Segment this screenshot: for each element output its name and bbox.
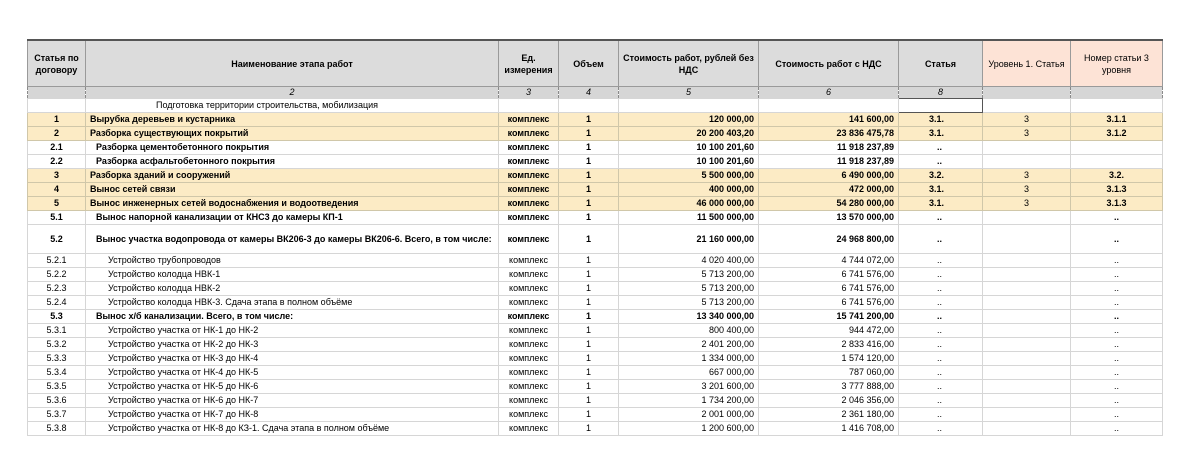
section-title[interactable]: Подготовка территории строительства, мобилизация [86, 99, 499, 113]
cell-volume[interactable]: 1 [559, 225, 619, 254]
cell-level1[interactable] [983, 324, 1071, 338]
header-cost-no-vat[interactable]: Стоимость работ, рублей без НДС [619, 40, 759, 87]
cell-level1[interactable] [983, 352, 1071, 366]
header-unit[interactable]: Ед. измерения [499, 40, 559, 87]
num-cell[interactable]: 4 [559, 87, 619, 99]
cell-volume[interactable]: 1 [559, 197, 619, 211]
table-row [28, 352, 1163, 366]
cell-level3-number[interactable]: 3.1.2 [1071, 127, 1163, 141]
cell-cost-no-vat[interactable]: 2 001 000,00 [619, 408, 759, 422]
cell-level1[interactable] [983, 366, 1071, 380]
cell-level3-number[interactable]: 3.1.1 [1071, 113, 1163, 127]
cell-stage-name[interactable]: Устройство участка от НК-2 до НК-3 [86, 338, 499, 352]
cell-level3-number[interactable]: .. [1071, 352, 1163, 366]
cell-budget-article[interactable]: .. [899, 225, 983, 254]
cell-level3-number[interactable]: .. [1071, 211, 1163, 225]
cell-level1[interactable]: 3 [983, 127, 1071, 141]
cell-volume[interactable]: 1 [559, 141, 619, 155]
cell-budget-article[interactable]: 3.1. [899, 197, 983, 211]
cell-budget-article[interactable]: .. [899, 338, 983, 352]
cell-stage-name[interactable]: Устройство участка от НК-6 до НК-7 [86, 394, 499, 408]
cell-level1[interactable] [983, 310, 1071, 324]
section-cell[interactable] [559, 99, 619, 113]
table-row [28, 113, 1163, 127]
cell-cost-no-vat[interactable]: 10 100 201,60 [619, 141, 759, 155]
cell-cost-vat[interactable]: 13 570 000,00 [759, 211, 899, 225]
cell-cost-no-vat[interactable]: 46 000 000,00 [619, 197, 759, 211]
cell-stage-name[interactable]: Разборка зданий и сооружений [86, 169, 499, 183]
cell-article-number[interactable]: 5.3.8 [28, 422, 86, 436]
table-row [28, 394, 1163, 408]
cell-article-number[interactable]: 5.3.5 [28, 380, 86, 394]
cell-stage-name[interactable]: Устройство участка от НК-8 до КЗ-1. Сдача этапа в полном объёме [86, 422, 499, 436]
cell-stage-name[interactable]: Устройство колодца НВК-3. Сдача этапа в полном объёме [86, 296, 499, 310]
cell-level1[interactable]: 3 [983, 169, 1071, 183]
section-num-cell[interactable] [28, 99, 86, 113]
cell-cost-no-vat[interactable]: 13 340 000,00 [619, 310, 759, 324]
cell-unit[interactable]: комплекс [499, 324, 559, 338]
cell-unit[interactable]: комплекс [499, 282, 559, 296]
cell-unit[interactable]: комплекс [499, 225, 559, 254]
cell-stage-name[interactable]: Устройство колодца НВК-1 [86, 268, 499, 282]
cell-cost-no-vat[interactable]: 5 713 200,00 [619, 282, 759, 296]
cell-cost-no-vat[interactable]: 10 100 201,60 [619, 155, 759, 169]
cell-level3-number[interactable]: .. [1071, 408, 1163, 422]
cell-article-number[interactable]: 5.3.7 [28, 408, 86, 422]
cell-level1[interactable] [983, 254, 1071, 268]
cell-cost-no-vat[interactable]: 20 200 403,20 [619, 127, 759, 141]
cell-level3-number[interactable]: .. [1071, 254, 1163, 268]
section-cell[interactable] [619, 99, 759, 113]
cell-article-number[interactable]: 5.3 [28, 310, 86, 324]
cell-level3-number[interactable] [1071, 141, 1163, 155]
column-numbering-row [28, 87, 1163, 99]
cell-volume[interactable]: 1 [559, 127, 619, 141]
num-cell[interactable]: 3 [499, 87, 559, 99]
cell-cost-vat[interactable]: 6 741 576,00 [759, 296, 899, 310]
cell-level1[interactable] [983, 155, 1071, 169]
num-cell[interactable]: 8 [899, 87, 983, 99]
cell-level3-number[interactable]: 3.2. [1071, 169, 1163, 183]
cell-budget-article[interactable]: .. [899, 380, 983, 394]
cell-article-number[interactable]: 2.1 [28, 141, 86, 155]
cell-article-number[interactable]: 2 [28, 127, 86, 141]
cell-cost-no-vat[interactable]: 11 500 000,00 [619, 211, 759, 225]
section-row [28, 99, 1163, 113]
cell-budget-article[interactable]: .. [899, 282, 983, 296]
cell-unit[interactable]: комплекс [499, 380, 559, 394]
num-cell[interactable] [983, 87, 1071, 99]
cell-level3-number[interactable]: .. [1071, 422, 1163, 436]
num-cell[interactable]: 6 [759, 87, 899, 99]
cell-volume[interactable]: 1 [559, 113, 619, 127]
cell-level3-number[interactable]: .. [1071, 282, 1163, 296]
cell-cost-vat[interactable]: 1 416 708,00 [759, 422, 899, 436]
cell-cost-vat[interactable]: 11 918 237,89 [759, 155, 899, 169]
cell-unit[interactable]: комплекс [499, 422, 559, 436]
cell-cost-no-vat[interactable]: 800 400,00 [619, 324, 759, 338]
cell-cost-vat[interactable]: 1 574 120,00 [759, 352, 899, 366]
cell-article-number[interactable]: 5.3.6 [28, 394, 86, 408]
cell-level3-number[interactable]: .. [1071, 366, 1163, 380]
cell-cost-no-vat[interactable]: 120 000,00 [619, 113, 759, 127]
table-row [28, 254, 1163, 268]
cell-cost-no-vat[interactable]: 5 713 200,00 [619, 296, 759, 310]
table-row [28, 141, 1163, 155]
cell-article-number[interactable]: 1 [28, 113, 86, 127]
cell-cost-vat[interactable]: 787 060,00 [759, 366, 899, 380]
cell-budget-article[interactable]: 3.2. [899, 169, 983, 183]
cell-stage-name[interactable]: Разборка цементобетонного покрытия [86, 141, 499, 155]
cell-article-number[interactable]: 5.3.3 [28, 352, 86, 366]
cell-budget-article[interactable]: .. [899, 310, 983, 324]
table-row [28, 127, 1163, 141]
cell-level1[interactable] [983, 408, 1071, 422]
cell-stage-name[interactable]: Вырубка деревьев и кустарника [86, 113, 499, 127]
num-cell[interactable]: 2 [86, 87, 499, 99]
section-cell[interactable] [759, 99, 899, 113]
cell-cost-vat[interactable]: 23 836 475,78 [759, 127, 899, 141]
cell-cost-no-vat[interactable]: 1 734 200,00 [619, 394, 759, 408]
cell-level3-number[interactable]: .. [1071, 324, 1163, 338]
cell-article-number[interactable]: 5.1 [28, 211, 86, 225]
cell-volume[interactable]: 1 [559, 254, 619, 268]
cell-volume[interactable]: 1 [559, 394, 619, 408]
cell-unit[interactable]: комплекс [499, 296, 559, 310]
cell-cost-no-vat[interactable]: 4 020 400,00 [619, 254, 759, 268]
cell-cost-no-vat[interactable]: 3 201 600,00 [619, 380, 759, 394]
cell-article-number[interactable]: 5.2.2 [28, 268, 86, 282]
cell-volume[interactable]: 1 [559, 422, 619, 436]
cell-cost-vat[interactable]: 15 741 200,00 [759, 310, 899, 324]
cell-level3-number[interactable]: .. [1071, 394, 1163, 408]
cell-unit[interactable]: комплекс [499, 254, 559, 268]
table-row [28, 310, 1163, 324]
cell-volume[interactable]: 1 [559, 366, 619, 380]
cell-budget-article[interactable]: 3.1. [899, 127, 983, 141]
header-row [28, 40, 1163, 87]
cell-level3-number[interactable]: 3.1.3 [1071, 183, 1163, 197]
cell-cost-no-vat[interactable]: 21 160 000,00 [619, 225, 759, 254]
cell-level1[interactable]: 3 [983, 197, 1071, 211]
cell-budget-article[interactable]: .. [899, 141, 983, 155]
cell-stage-name[interactable]: Разборка существующих покрытий [86, 127, 499, 141]
cell-level1[interactable] [983, 338, 1071, 352]
table-row [28, 338, 1163, 352]
cell-level3-number[interactable] [1071, 155, 1163, 169]
num-cell[interactable] [1071, 87, 1163, 99]
num-cell[interactable]: 5 [619, 87, 759, 99]
header-article[interactable]: Статья по договору [28, 40, 86, 87]
header-level1[interactable]: Уровень 1. Статья [983, 40, 1071, 87]
cell-level1[interactable] [983, 394, 1071, 408]
cell-article-number[interactable]: 4 [28, 183, 86, 197]
cell-volume[interactable]: 1 [559, 268, 619, 282]
cell-unit[interactable]: комплекс [499, 408, 559, 422]
cell-level1[interactable] [983, 225, 1071, 254]
cell-cost-vat[interactable]: 472 000,00 [759, 183, 899, 197]
cell-stage-name[interactable]: Устройство колодца НВК-2 [86, 282, 499, 296]
section-cell[interactable] [1071, 99, 1163, 113]
cell-cost-no-vat[interactable]: 400 000,00 [619, 183, 759, 197]
cell-cost-vat[interactable]: 4 744 072,00 [759, 254, 899, 268]
cell-volume[interactable]: 1 [559, 408, 619, 422]
cell-unit[interactable]: комплекс [499, 366, 559, 380]
cell-unit[interactable]: комплекс [499, 183, 559, 197]
cell-unit[interactable]: комплекс [499, 127, 559, 141]
cell-unit[interactable]: комплекс [499, 352, 559, 366]
cell-cost-vat[interactable]: 3 777 888,00 [759, 380, 899, 394]
cell-level3-number[interactable]: .. [1071, 310, 1163, 324]
cell-article-number[interactable]: 5.2 [28, 225, 86, 254]
cell-unit[interactable]: комплекс [499, 394, 559, 408]
cell-level1[interactable] [983, 141, 1071, 155]
table-row [28, 197, 1163, 211]
section-cell[interactable] [899, 99, 983, 113]
cell-article-number[interactable]: 2.2 [28, 155, 86, 169]
cell-cost-no-vat[interactable]: 5 500 000,00 [619, 169, 759, 183]
cell-budget-article[interactable]: .. [899, 366, 983, 380]
cell-cost-no-vat[interactable]: 1 334 000,00 [619, 352, 759, 366]
header-stage-name[interactable]: Наименование этапа работ [86, 40, 499, 87]
cell-stage-name[interactable]: Вынос напорной канализации от КНС3 до камеры КП-1 [86, 211, 499, 225]
table-row [28, 380, 1163, 394]
cell-cost-vat[interactable]: 6 490 000,00 [759, 169, 899, 183]
cell-budget-article[interactable]: 3.1. [899, 113, 983, 127]
cell-stage-name[interactable]: Вынос инженерных сетей водоснабжения и водоотведения [86, 197, 499, 211]
table-row [28, 366, 1163, 380]
cell-unit[interactable]: комплекс [499, 113, 559, 127]
cell-level1[interactable] [983, 380, 1071, 394]
cell-stage-name[interactable]: Вынос участка водопровода от камеры ВК206-3 до камеры ВК206-6. Всего, в том числе: [86, 225, 499, 254]
cell-cost-no-vat[interactable]: 1 200 600,00 [619, 422, 759, 436]
table-row [28, 268, 1163, 282]
works-table [27, 39, 1163, 436]
cell-stage-name[interactable]: Устройство участка от НК-1 до НК-2 [86, 324, 499, 338]
table-row [28, 296, 1163, 310]
cell-cost-vat[interactable]: 2 833 416,00 [759, 338, 899, 352]
cell-unit[interactable]: комплекс [499, 338, 559, 352]
cell-cost-vat[interactable]: 944 472,00 [759, 324, 899, 338]
header-budget-article[interactable]: Статья [899, 40, 983, 87]
cell-volume[interactable]: 1 [559, 380, 619, 394]
cell-level1[interactable] [983, 268, 1071, 282]
cell-unit[interactable]: комплекс [499, 310, 559, 324]
cell-article-number[interactable]: 5.2.1 [28, 254, 86, 268]
cell-unit[interactable]: комплекс [499, 197, 559, 211]
cell-volume[interactable]: 1 [559, 338, 619, 352]
header-cost-vat[interactable]: Стоимость работ с НДС [759, 40, 899, 87]
cell-level1[interactable] [983, 296, 1071, 310]
cell-budget-article[interactable]: .. [899, 155, 983, 169]
cell-cost-vat[interactable]: 2 046 356,00 [759, 394, 899, 408]
cell-budget-article[interactable]: .. [899, 324, 983, 338]
cell-volume[interactable]: 1 [559, 324, 619, 338]
cell-level1[interactable] [983, 422, 1071, 436]
cell-article-number[interactable]: 5 [28, 197, 86, 211]
cell-volume[interactable]: 1 [559, 183, 619, 197]
table-row [28, 422, 1163, 436]
header-volume[interactable]: Объем [559, 40, 619, 87]
header-level3-number[interactable]: Номер статьи 3 уровня [1071, 40, 1163, 87]
cell-budget-article[interactable]: .. [899, 422, 983, 436]
cell-stage-name[interactable]: Устройство участка от НК-7 до НК-8 [86, 408, 499, 422]
cell-level1[interactable]: 3 [983, 113, 1071, 127]
cell-budget-article[interactable]: .. [899, 211, 983, 225]
cell-article-number[interactable]: 5.2.3 [28, 282, 86, 296]
cell-unit[interactable]: комплекс [499, 211, 559, 225]
num-cell[interactable] [28, 87, 86, 99]
cell-stage-name[interactable]: Разборка асфальтобетонного покрытия [86, 155, 499, 169]
cell-budget-article[interactable]: 3.1. [899, 183, 983, 197]
cell-level3-number[interactable]: .. [1071, 225, 1163, 254]
cell-volume[interactable]: 1 [559, 352, 619, 366]
cell-level3-number[interactable]: .. [1071, 296, 1163, 310]
cell-article-number[interactable]: 3 [28, 169, 86, 183]
cell-volume[interactable]: 1 [559, 282, 619, 296]
table-row [28, 282, 1163, 296]
table-row [28, 225, 1163, 254]
cell-level3-number[interactable]: 3.1.3 [1071, 197, 1163, 211]
cell-level1[interactable]: 3 [983, 183, 1071, 197]
cell-stage-name[interactable]: Вынос х/б канализации. Всего, в том числе: [86, 310, 499, 324]
cell-unit[interactable]: комплекс [499, 169, 559, 183]
cell-cost-vat[interactable]: 6 741 576,00 [759, 268, 899, 282]
cell-stage-name[interactable]: Устройство участка от НК-4 до НК-5 [86, 366, 499, 380]
cell-level3-number[interactable]: .. [1071, 380, 1163, 394]
cell-cost-no-vat[interactable]: 2 401 200,00 [619, 338, 759, 352]
table-row [28, 408, 1163, 422]
cell-level3-number[interactable]: .. [1071, 268, 1163, 282]
cell-cost-no-vat[interactable]: 5 713 200,00 [619, 268, 759, 282]
section-cell[interactable] [983, 99, 1071, 113]
cell-article-number[interactable]: 5.3.1 [28, 324, 86, 338]
cell-level3-number[interactable]: .. [1071, 338, 1163, 352]
cell-budget-article[interactable]: .. [899, 394, 983, 408]
cell-article-number[interactable]: 5.2.4 [28, 296, 86, 310]
cell-cost-vat[interactable]: 141 600,00 [759, 113, 899, 127]
cell-stage-name[interactable]: Устройство участка от НК-5 до НК-6 [86, 380, 499, 394]
table-row [28, 155, 1163, 169]
cell-budget-article[interactable]: .. [899, 296, 983, 310]
cell-budget-article[interactable]: .. [899, 352, 983, 366]
cell-cost-no-vat[interactable]: 667 000,00 [619, 366, 759, 380]
cell-cost-vat[interactable]: 2 361 180,00 [759, 408, 899, 422]
cell-volume[interactable]: 1 [559, 310, 619, 324]
cell-budget-article[interactable]: .. [899, 268, 983, 282]
cell-stage-name[interactable]: Устройство трубопроводов [86, 254, 499, 268]
cell-unit[interactable]: комплекс [499, 268, 559, 282]
cell-volume[interactable]: 1 [559, 169, 619, 183]
cell-level1[interactable] [983, 282, 1071, 296]
cell-stage-name[interactable]: Устройство участка от НК-3 до НК-4 [86, 352, 499, 366]
table-row [28, 211, 1163, 225]
cell-unit[interactable]: комплекс [499, 141, 559, 155]
table-row [28, 183, 1163, 197]
cell-volume[interactable]: 1 [559, 155, 619, 169]
cell-cost-vat[interactable]: 54 280 000,00 [759, 197, 899, 211]
cell-unit[interactable]: комплекс [499, 155, 559, 169]
table-row [28, 324, 1163, 338]
cell-level1[interactable] [983, 211, 1071, 225]
cell-cost-vat[interactable]: 11 918 237,89 [759, 141, 899, 155]
cell-volume[interactable]: 1 [559, 296, 619, 310]
table-row [28, 169, 1163, 183]
cell-stage-name[interactable]: Вынос сетей связи [86, 183, 499, 197]
cell-cost-vat[interactable]: 6 741 576,00 [759, 282, 899, 296]
cell-article-number[interactable]: 5.3.2 [28, 338, 86, 352]
cell-budget-article[interactable]: .. [899, 254, 983, 268]
cell-budget-article[interactable]: .. [899, 408, 983, 422]
section-cell[interactable] [499, 99, 559, 113]
cell-volume[interactable]: 1 [559, 211, 619, 225]
cell-cost-vat[interactable]: 24 968 800,00 [759, 225, 899, 254]
cell-article-number[interactable]: 5.3.4 [28, 366, 86, 380]
